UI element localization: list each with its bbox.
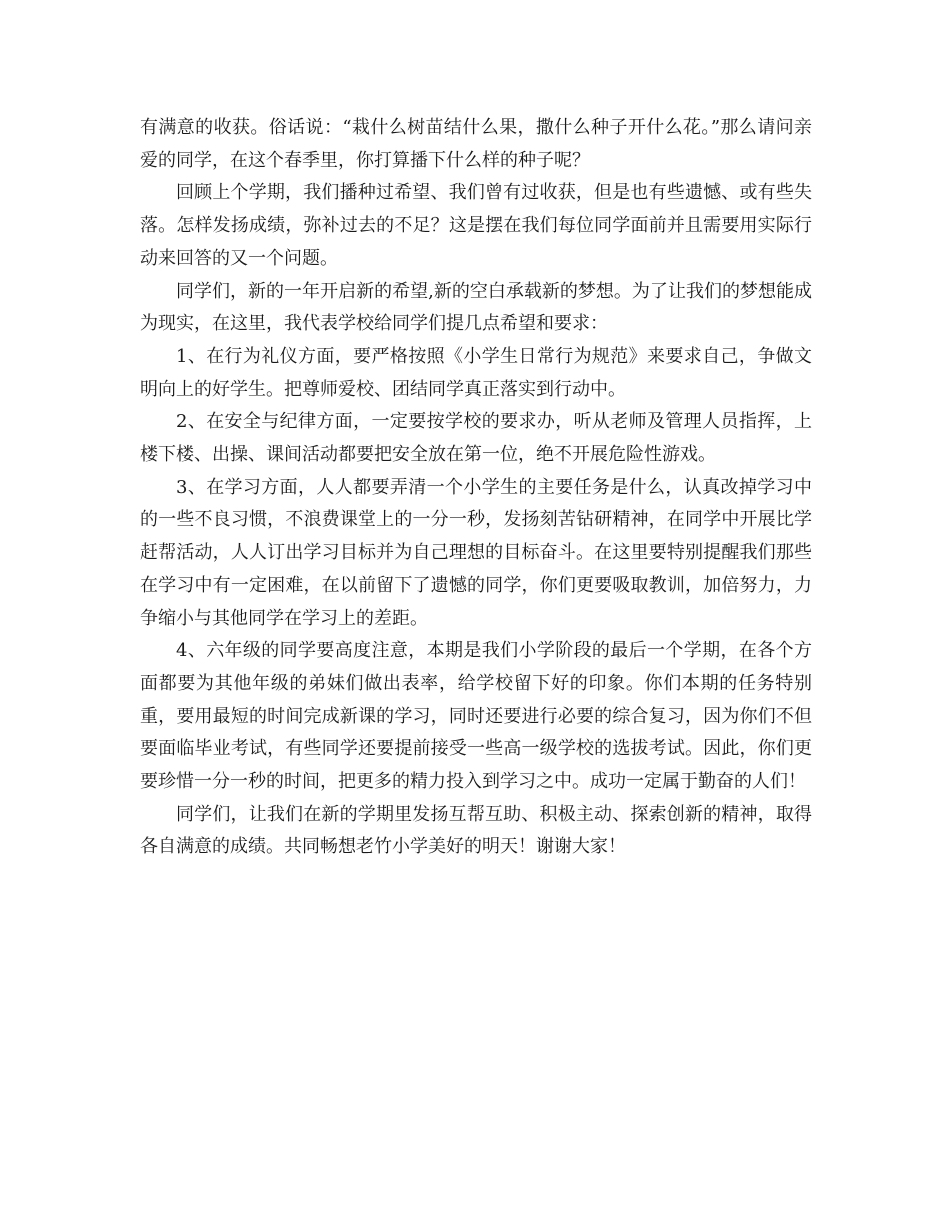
paragraph-4: 1、在行为礼仪方面，要严格按照《小学生日常行为规范》来要求自己，争做文明向上的好学生。把尊师爱校、团结同学真正落实到行动中。 [140, 345, 812, 400]
paragraph-5: 2、在安全与纪律方面，一定要按学校的要求办，听从老师及管理人员指挥，上楼下楼、出操、课间活动都要把安全放在第一位，绝不开展危险性游戏。 [140, 411, 812, 466]
paragraph-7: 4、六年级的同学要高度注意，本期是我们小学阶段的最后一个学期，在各个方面都要为其他年级的弟妹们做出表率，给学校留下好的印象。你们本期的任务特别重，要用最短的时间完成新课的学习，同时还要进行必要的综合复习，因为你们不但要面临毕业考试，有些同学还要提前接受一些高一级学校的选拔考试。因此，你们更要珍惜一分一秒的时间，把更多的精力投入到学习之中。成功一定属于勤奋的人们！ [140, 640, 812, 793]
paragraph-3: 同学们，新的一年开启新的希望,新的空白承载新的梦想。为了让我们的梦想能成为现实，在这里，我代表学校给同学们提几点希望和要求： [140, 280, 812, 335]
document-body [140, 112, 812, 864]
paragraph-6: 3、在学习方面，人人都要弄清一个小学生的主要任务是什么，认真改掉学习中的一些不良习惯，不浪费课堂上的一分一秒，发扬刻苦钻研精神，在同学中开展比学赶帮活动，人人订出学习目标并为自己理想的目标奋斗。在这里要特别提醒我们那些在学习中有一定困难，在以前留下了遗憾的同学，你们更要吸取教训，加倍努力，力争缩小与其他同学在学习上的差距。 [140, 476, 812, 629]
paragraph-8: 同学们，让我们在新的学期里发扬互帮互助、积极主动、探索创新的精神，取得各自满意的成绩。共同畅想老竹小学美好的明天！谢谢大家！ [140, 803, 812, 858]
paragraph-1: 有满意的收获。俗话说：“栽什么树苗结什么果，撒什么种子开什么花。”那么请问亲爱的同学，在这个春季里，你打算播下什么样的种子呢？ [140, 117, 812, 171]
paragraph-2: 回顾上个学期，我们播种过希望、我们曾有过收获，但是也有些遗憾、或有些失落。怎样发扬成绩，弥补过去的不足？这是摆在我们每位同学面前并且需要用实际行动来回答的又一个问题。 [140, 182, 812, 269]
